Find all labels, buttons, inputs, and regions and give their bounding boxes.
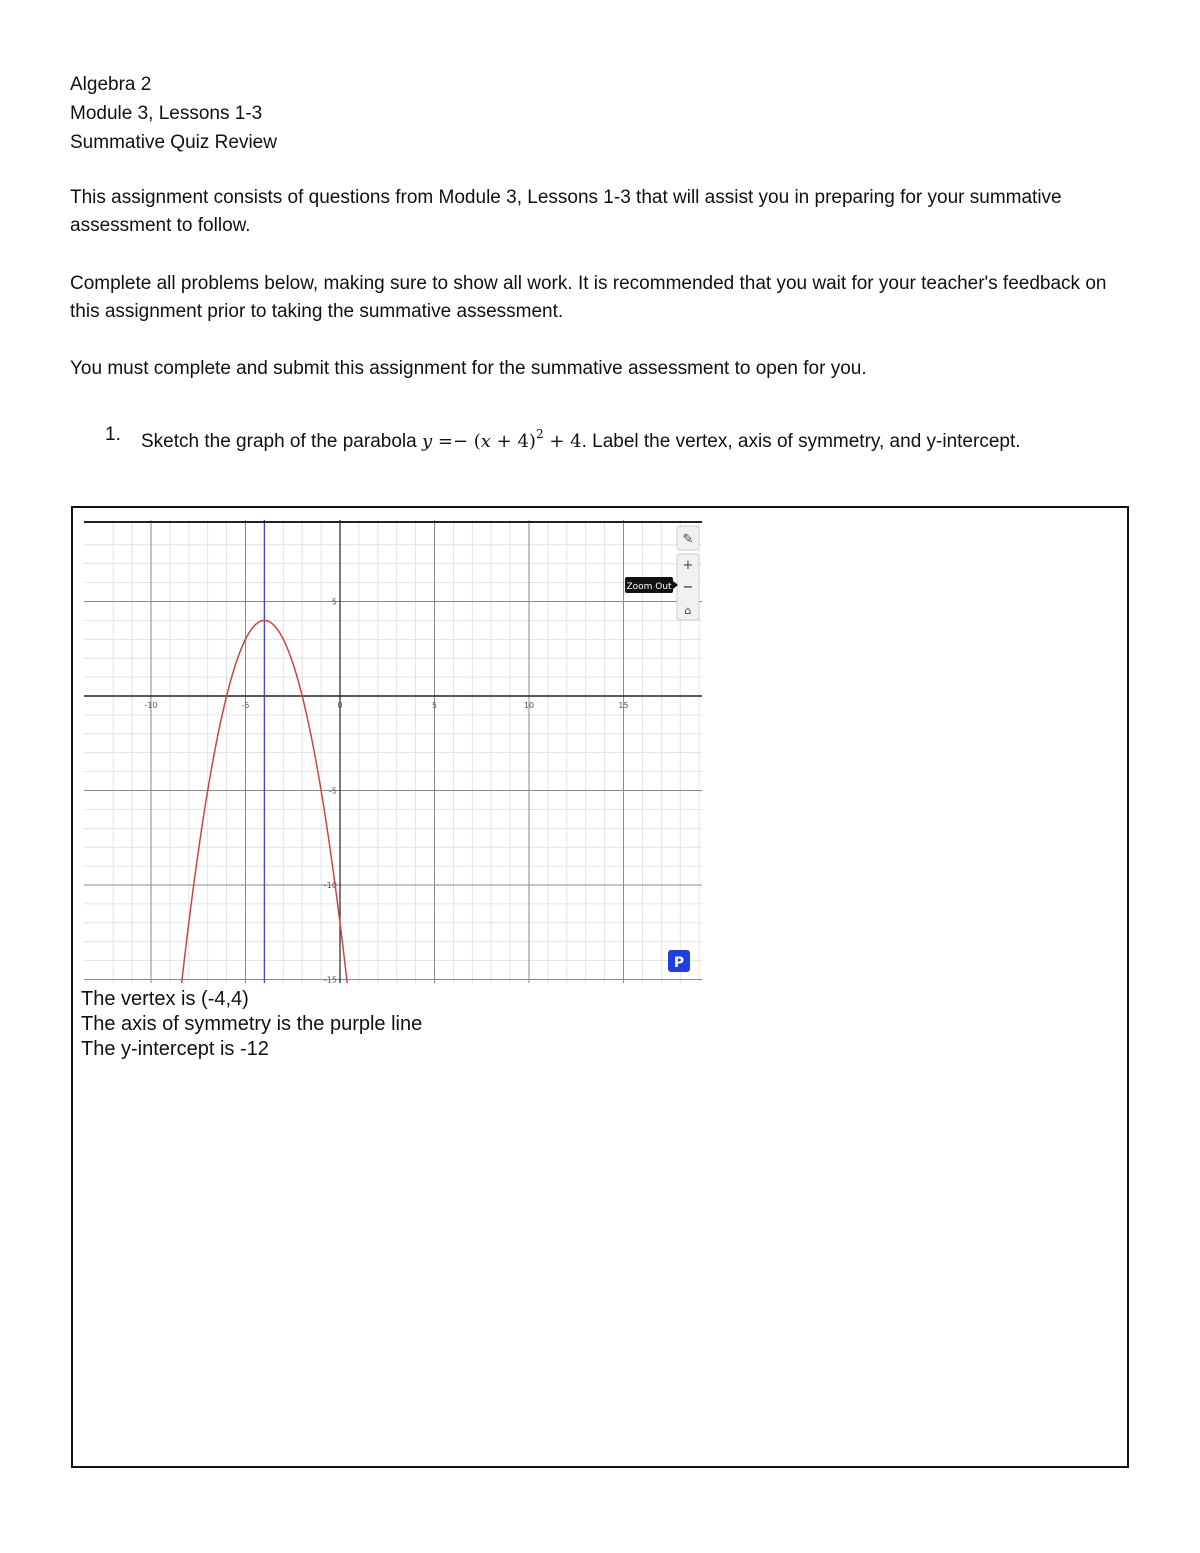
intro-paragraph-1: This assignment consists of questions from Module 3, Lessons 1-3 that will assist you in preparing for your summative assessment to follow. (70, 187, 1062, 236)
zoom-out-button[interactable]: − (682, 580, 694, 595)
y-tick-label: 5 (331, 597, 337, 607)
y-tick-label: -10 (323, 881, 337, 890)
y-tick-label: -5 (329, 786, 337, 796)
x-tick-label: -10 (144, 701, 158, 710)
axis-answer: The axis of symmetry is the purple line (81, 1013, 423, 1035)
tooltip-text: Zoom Out (626, 582, 672, 592)
x-tick-label: -5 (241, 701, 250, 710)
x-tick-label: 15 (618, 701, 629, 710)
question-prefix: Sketch the graph of the parabola (141, 431, 417, 452)
wrench-icon: ✎ (682, 532, 694, 547)
question-number: 1. (105, 424, 121, 445)
answer-text (81, 987, 422, 1062)
module-name: Module 3, Lessons 1-3 (70, 103, 263, 124)
y-intercept-answer: The y-intercept is -12 (81, 1038, 269, 1060)
intro-paragraph-3: You must complete and submit this assignment for the summative assessment to open for you. (70, 358, 867, 379)
y-tick-label: -15 (323, 975, 337, 983)
home-icon[interactable]: ⌂ (684, 604, 692, 617)
question-suffix: . Label the vertex, axis of symmetry, and y-intercept. (581, 431, 1021, 452)
x-tick-label: 10 (523, 701, 535, 710)
intro-paragraph-2: Complete all problems below, making sure to show all work. It is recommended that you wait for your teacher's feedback on this assignment prior to taking the summative assessment. (70, 273, 1107, 322)
x-tick-label: 0 (337, 701, 343, 710)
question-text (141, 420, 1081, 456)
x-tick-label: 5 (431, 701, 438, 710)
document-title: Summative Quiz Review (70, 132, 277, 153)
question-1 (105, 420, 1105, 452)
zoom-in-button[interactable]: + (682, 558, 694, 573)
badge-letter: P (673, 955, 685, 971)
course-name: Algebra 2 (70, 74, 152, 95)
vertex-answer: The vertex is (-4,4) (81, 988, 249, 1010)
parabola-equation: $y =- (x + 4)^2 + 4$ (421, 427, 582, 452)
parabola-graph (84, 520, 702, 983)
document-header (70, 70, 277, 157)
graph-panel (84, 520, 702, 983)
